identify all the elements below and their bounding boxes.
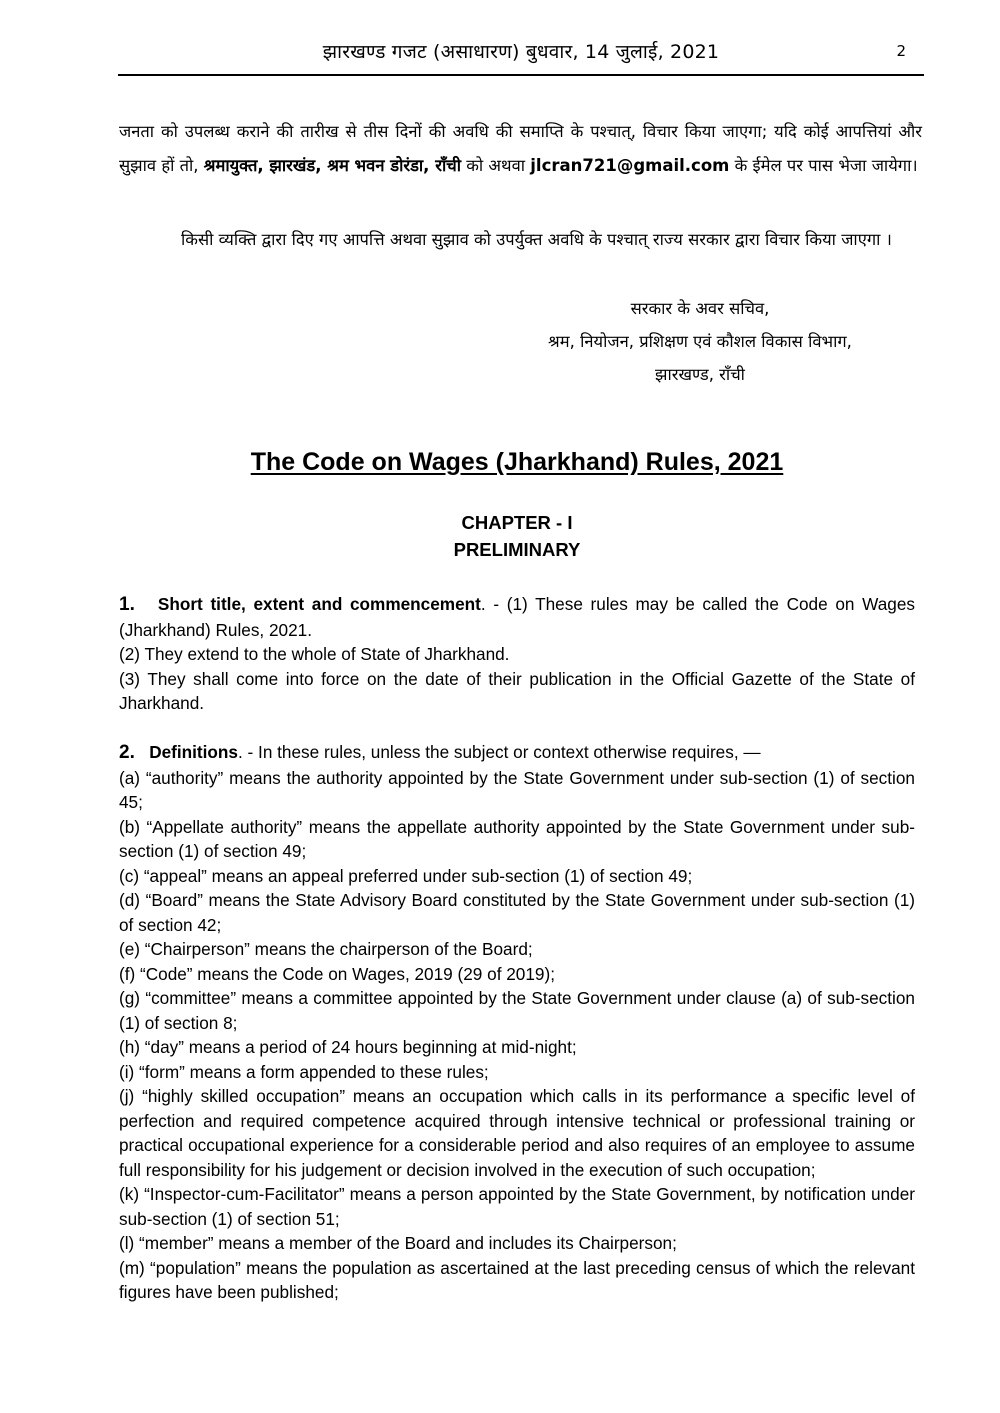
definition-item: (a) “authority” means the authority appointed by the State Government under sub-section (1) of section 45; [119, 767, 915, 812]
chapter-name: PRELIMINARY [453, 539, 581, 560]
rules-body [119, 592, 915, 1305]
list-item: (3) They shall come into force on the date of their publication in the Official Gazette of the State of Jharkhand. [119, 668, 915, 713]
email-address: jlcran721@gmail.com [530, 156, 730, 175]
hindi-address: श्रमायुक्त, झारखंड, श्रम भवन डोरंडा, राँची [203, 156, 461, 175]
list-item: (2) They extend to the whole of State of Jharkhand. [119, 644, 510, 664]
section-lead-text: . - (1) These rules may be called the Code on Wages (Jharkhand) Rules, 2021. [119, 594, 915, 640]
definition-item: (h) “day” means a period of 24 hours beginning at mid-night; [119, 1037, 577, 1057]
gazette-header-title: झारखण्ड गजट (असाधारण) बुधवार, 14 जुलाई, 2021 [322, 41, 720, 63]
definition-item: (f) “Code” means the Code on Wages, 2019 (29 of 2019); [119, 963, 555, 984]
definition-item: (m) “population” means the population as ascertained at the last preceding census of which the relevant figures have been published; [119, 1257, 915, 1302]
definition-item: (e) “Chairperson” means the chairperson of the Board; [119, 939, 533, 959]
section-heading: Short title, extent and commencement [157, 594, 481, 614]
definition-item: (c) “appeal” means an appeal preferred under sub-section (1) of section 49; [119, 865, 693, 886]
page-header [118, 36, 924, 76]
section-lead-text: . - In these rules, unless the subject or context otherwise requires, — [238, 742, 761, 762]
hindi-text: को अथवा [460, 156, 531, 175]
definition-item: (k) “Inspector-cum-Facilitator” means a person appointed by the State Government, by notification under sub-section (1) of section 51; [119, 1184, 915, 1229]
section-1-lead [119, 592, 915, 642]
section-number: 2. [119, 742, 135, 763]
definition-item: (j) “highly skilled occupation” means an occupation which calls in its performance a specific level of perfection and required competence acquired through intensive technical or professional training or practical occupational experience for a considerable period and also requires of an employee to assume full responsibility for his judgement or decision involved in the execution of such occupation; [119, 1086, 915, 1180]
hindi-paragraph-2: किसी व्यक्ति द्वारा दिए गए आपत्ति अथवा सुझाव को उपर्युक्त अवधि के पश्चात् राज्य सरकार द्वारा विचार किया जाएगा । [181, 230, 892, 249]
hindi-text: जनता को उपलब्ध कराने की तारीख से तीस दिनों की अवधि की समाप्ति के पश्चात्, विचार किया जाएगा; यदि कोई आपत्तियां और सुझाव हों तो, [119, 122, 922, 175]
definition-item: (d) “Board” means the State Advisory Board constituted by the State Government under sub-section (1) of section 42; [119, 890, 915, 935]
page-number: 2 [896, 42, 906, 60]
signature-line: सरकार के अवर सचिव, [630, 299, 770, 318]
definition-item: (b) “Appellate authority” means the appellate authority appointed by the State Government under sub-section (1) of section 49; [119, 816, 915, 861]
section-number: 1. [119, 594, 135, 615]
document-title: The Code on Wages (Jharkhand) Rules, 2021 [250, 448, 784, 476]
section-heading: Definitions [149, 742, 238, 762]
chapter-number: CHAPTER - I [461, 512, 573, 533]
signature-line: श्रम, नियोजन, प्रशिक्षण एवं कौशल विकास विभाग, [548, 332, 852, 351]
definition-item: (l) “member” means a member of the Board and includes its Chairperson; [119, 1233, 677, 1253]
hindi-text: के ईमेल पर पास भेजा जायेगा। [729, 156, 918, 175]
signature-line: झारखण्ड, राँची [655, 365, 745, 384]
hindi-paragraph-1 [119, 115, 922, 183]
definition-item: (i) “form” means a form appended to these rules; [119, 1061, 489, 1082]
section-2-lead [119, 740, 915, 766]
definition-item: (g) “committee” means a committee appointed by the State Government under clause (a) of sub-section (1) of section 8; [119, 988, 915, 1033]
